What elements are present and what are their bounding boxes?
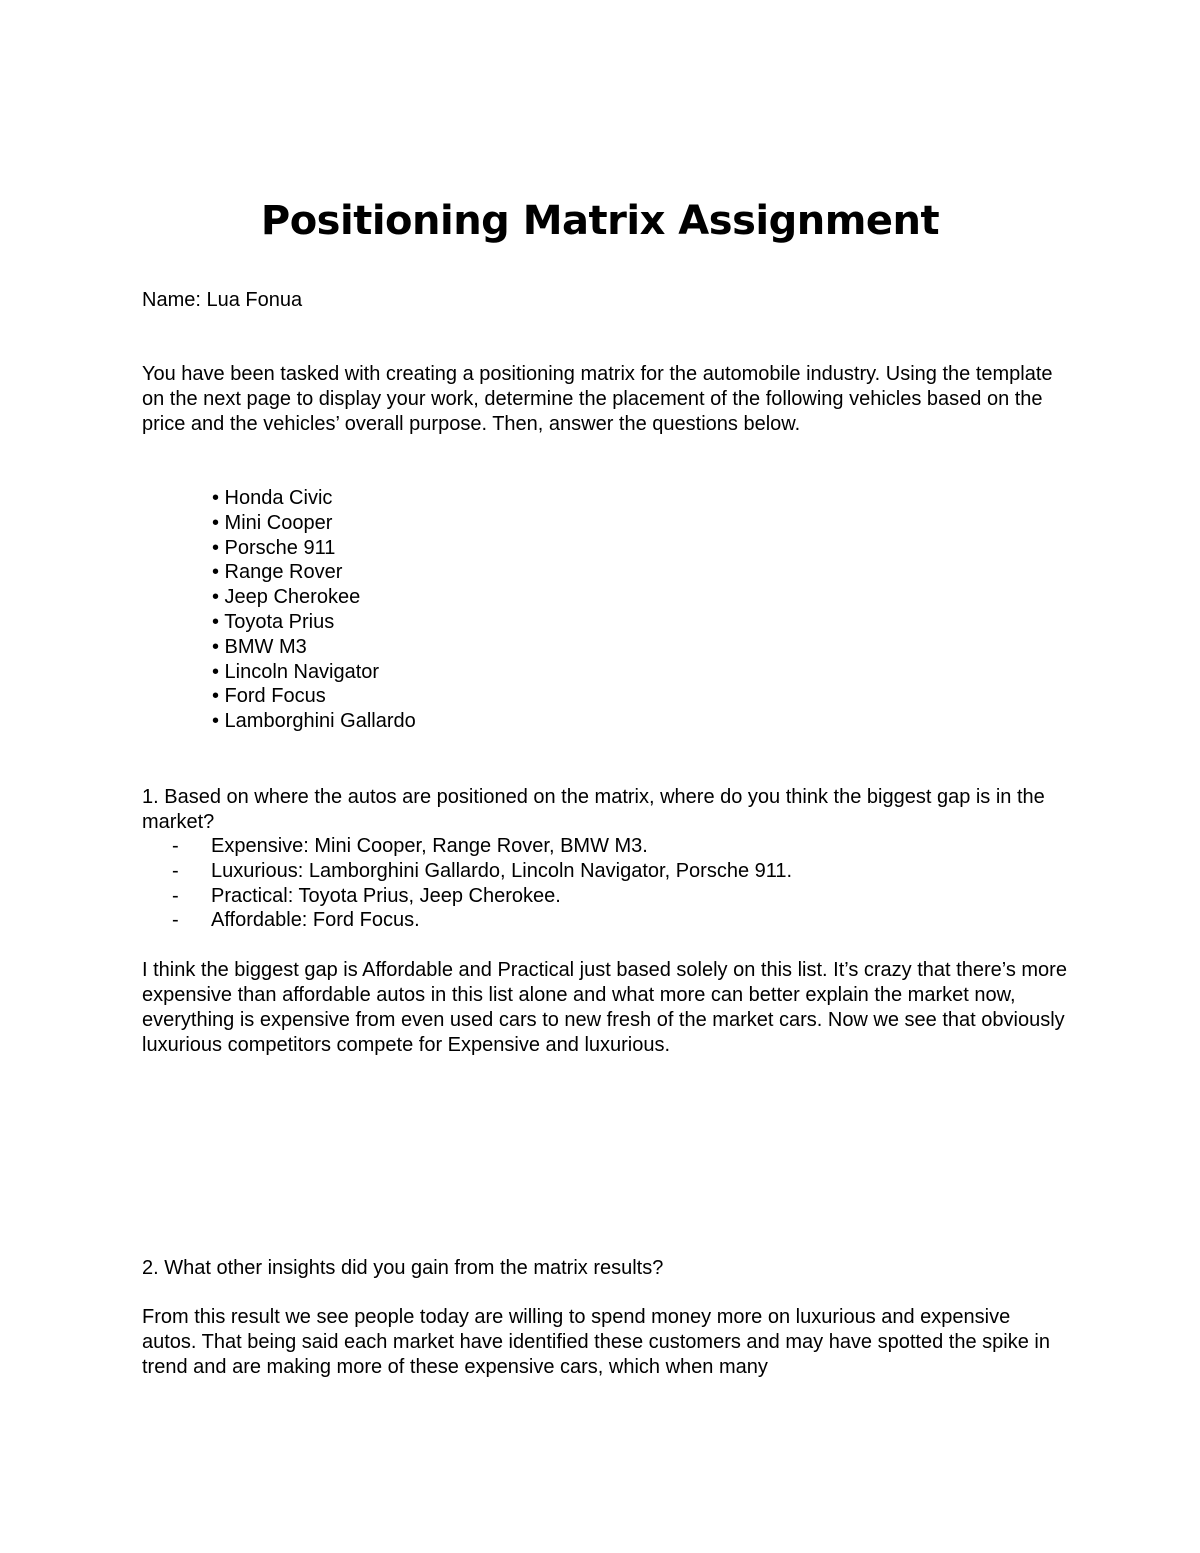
list-item-text: Affordable: Ford Focus. [211, 909, 420, 932]
list-item: • Porsche 911 [212, 536, 336, 559]
list-item: • Jeep Cherokee [212, 586, 361, 609]
list-item: • Lamborghini Gallardo [212, 710, 416, 733]
list-item: • Honda Civic [212, 487, 333, 509]
list-item [172, 908, 792, 933]
category-list [172, 834, 792, 933]
list-item: • Ford Focus [212, 685, 326, 708]
dash-marker: - [172, 909, 179, 932]
list-item: • Range Rover [212, 561, 343, 584]
list-item: • Lincoln Navigator [212, 660, 380, 683]
answer-2: From this result we see people today are willing to spend money more on luxurious and expensive autos. That being said each market have identified these customers and may have spotted the spike in trend and are making more of these expensive cars, which when many [142, 1306, 1050, 1378]
list-item: • Toyota Prius [212, 610, 335, 633]
list-item-text: Practical: Toyota Prius, Jeep Cherokee. [211, 884, 561, 907]
question-2: 2. What other insights did you gain from the matrix results? [142, 1257, 664, 1279]
list-item-text: Luxurious: Lamborghini Gallardo, Lincoln Navigator, Porsche 911. [211, 859, 793, 882]
intro-paragraph: You have been tasked with creating a positioning matrix for the automobile industry. Using the template on the next page to display your work, determine the placement of the following vehicles based on the price and the vehicles’ overall purpose. Then, answer the questions below. [142, 363, 1053, 435]
vehicle-list [212, 486, 416, 734]
name-line: Name: Lua Fonua [142, 289, 303, 311]
list-item [172, 884, 792, 909]
list-item [172, 859, 792, 884]
dash-marker: - [172, 835, 179, 857]
question-1: 1. Based on where the autos are positioned on the matrix, where do you think the biggest gap is in the market? [142, 786, 1045, 833]
dash-marker: - [172, 859, 179, 882]
list-item [172, 834, 792, 859]
list-item: • Mini Cooper [212, 511, 333, 534]
answer-1: I think the biggest gap is Affordable and Practical just based solely on this list. It’s crazy that there’s more expensive than affordable autos in this list alone and what more can better explain the market now, everything is expensive from even used cars to new fresh of the market cars. Now we see that obviously luxurious competitors compete for Expensive and luxurious. [142, 959, 1067, 1056]
dash-marker: - [172, 884, 179, 907]
list-item-text: Expensive: Mini Cooper, Range Rover, BMW M3. [211, 835, 648, 857]
document-title: Positioning Matrix Assignment [260, 198, 940, 244]
list-item: • BMW M3 [212, 635, 307, 658]
